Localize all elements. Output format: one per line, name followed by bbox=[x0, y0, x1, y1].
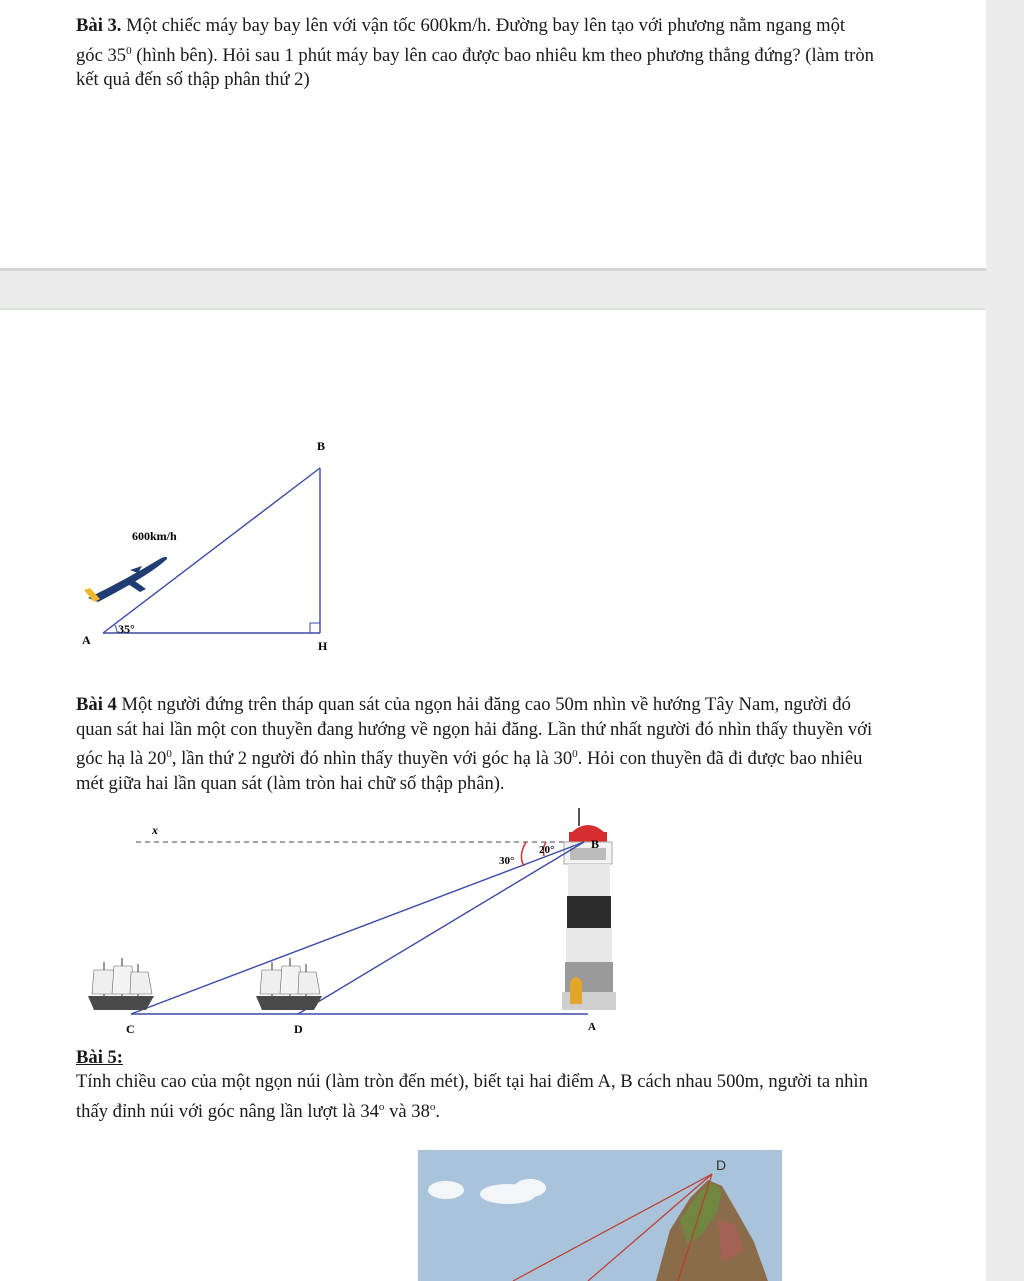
lighthouse-icon bbox=[562, 808, 616, 1010]
x-label: x bbox=[152, 823, 158, 837]
airplane-icon bbox=[84, 557, 167, 602]
speed-label: 600km/h bbox=[132, 529, 177, 543]
ship-d-icon bbox=[256, 958, 322, 1010]
problem-3-label: Bài 3. bbox=[76, 15, 122, 36]
point-h-label: H bbox=[318, 639, 328, 653]
ship-c-icon bbox=[88, 958, 154, 1010]
sight-line-d bbox=[298, 842, 584, 1014]
point-a-label: A bbox=[588, 1021, 596, 1033]
point-b-label: B bbox=[317, 439, 326, 453]
right-angle-mark bbox=[310, 623, 320, 633]
problem-3-degree: 0 bbox=[126, 44, 132, 57]
point-d-label: D bbox=[716, 1157, 727, 1173]
angle-20-label: 20° bbox=[539, 844, 555, 856]
mountain-figure bbox=[418, 1150, 782, 1281]
problem-3-text bbox=[76, 14, 876, 93]
page-scroll-margin bbox=[986, 0, 1024, 1281]
angle-30-arc bbox=[521, 842, 526, 866]
problem-5-body-3: . bbox=[435, 1100, 441, 1122]
problem-4-text bbox=[76, 693, 881, 796]
lighthouse-figure bbox=[76, 800, 636, 1040]
airplane-triangle-figure bbox=[70, 430, 370, 660]
problem-5-body-2: và 38 bbox=[384, 1100, 430, 1122]
problem-5-degree-1: o bbox=[378, 1100, 385, 1113]
problem-5-heading: Bài 5: bbox=[76, 1047, 124, 1068]
problem-5-body-1: Tính chiều cao của một ngọn núi (làm tròn đến mét), biết tại hai điểm A, B cách nhau 500m, người ta nhìn thấy đỉnh núi với góc nâng lần lượt là 34 bbox=[76, 1071, 868, 1122]
sight-line-c bbox=[131, 842, 584, 1014]
problem-5-text bbox=[76, 1070, 876, 1124]
problem-4-degree-2: 0 bbox=[572, 748, 578, 760]
problem-4-degree-1: 0 bbox=[166, 748, 172, 760]
problem-4-body-2: , lần thứ 2 người đó nhìn thấy thuyền với góc hạ là 30 bbox=[171, 748, 573, 770]
problem-3-body-1: Một chiếc máy bay bay lên với vận tốc 600km/h. Đường bay lên tạo với phương nằm ngang một góc 35 bbox=[76, 15, 846, 66]
problem-3-body-2: (hình bên). Hỏi sau 1 phút máy bay lên cao được bao nhiêu km theo phương thẳng đứng? (làm tròn kết quả đến số thập phân thứ 2) bbox=[76, 44, 874, 91]
page-separator bbox=[0, 268, 986, 310]
point-c-label: C bbox=[126, 1022, 135, 1036]
angle-30-label: 30° bbox=[499, 855, 515, 867]
point-a-label: A bbox=[82, 633, 91, 647]
problem-4-label: Bài 4 bbox=[76, 694, 117, 715]
problem-4-body-3: . Hỏi con thuyền đã đi được bao nhiêu mét giữa hai lần quan sát (làm tròn hai chữ số thập phân). bbox=[76, 748, 863, 794]
angle-label: 35° bbox=[118, 622, 135, 636]
point-d-label: D bbox=[294, 1022, 303, 1036]
angle-arc bbox=[114, 624, 117, 633]
problem-4-body-1: Một người đứng trên tháp quan sát của ngọn hải đăng cao 50m nhìn về hướng Tây Nam, người đó quan sát hai lần một con thuyền đang hướng về ngọn hải đăng. Lần thứ nhất người đó nhìn thấy thuyền với góc hạ là 20 bbox=[76, 694, 873, 770]
side-ab bbox=[103, 468, 320, 633]
problem-5-degree-2: o bbox=[429, 1100, 436, 1113]
point-b-label: B bbox=[591, 837, 600, 851]
